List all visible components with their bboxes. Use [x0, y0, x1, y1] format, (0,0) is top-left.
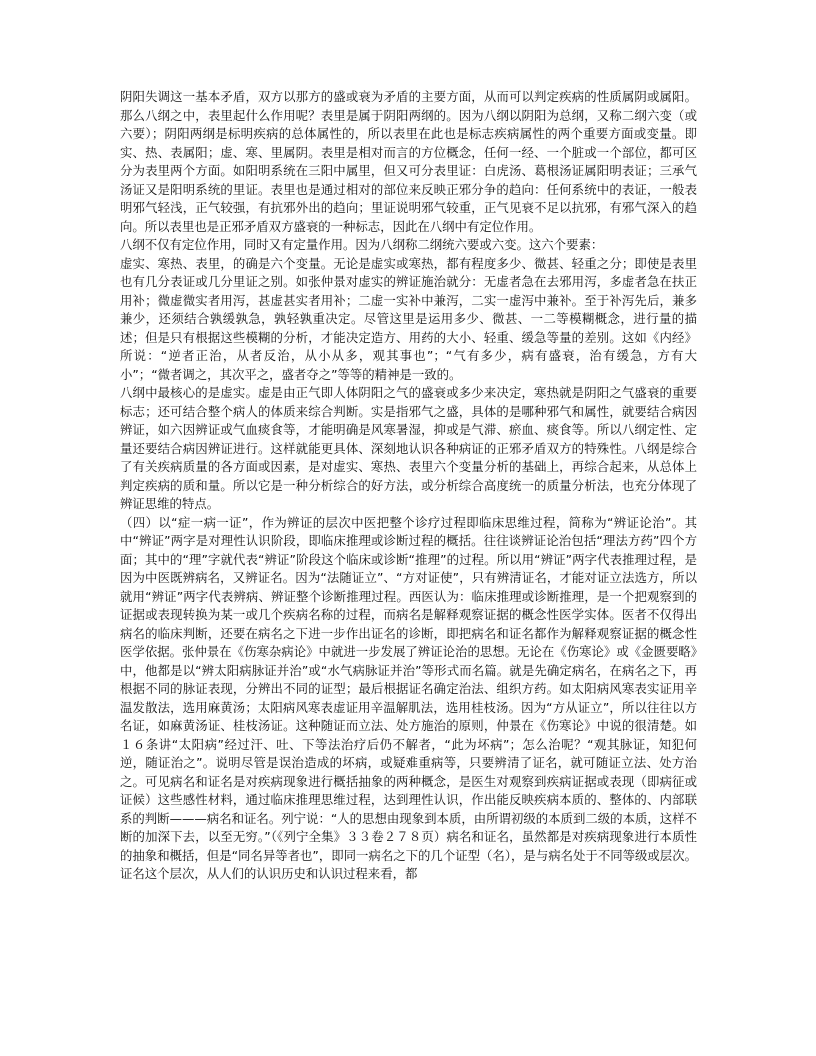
document-body — [120, 88, 697, 884]
paragraph-yin-yang-biao-li: 阴阳失调这一基本矛盾，双方以那方的盛或衰为矛盾的主要方面，从而可以判定疾病的性质属阴或属阳。那么八纲之中，表里起什么作用呢？表里是属于阴阳两纲的。因为八纲以阴阳为总纲，又称二纲六变（或六要）；阴阳两纲是标明疾病的总体属性的，所以表里在此也是标志疾病属性的两个重要方面或变量。即实、热、表属阳；虚、寒、里属阴。表里是相对而言的方位概念，任何一经、一个脏或一个部位，都可区分为表里两个方面。如阳明系统在三阳中属里，但又可分表里证：白虎汤、葛根汤证属阳明表证；三承气汤证又是阳明系统的里证。表里也是通过相对的部位来反映正邪分争的趋向：任何系统中的表证，一般表明邪气轻浅，正气较强，有抗邪外出的趋向；里证说明邪气较重，正气见衰不足以抗邪，有邪气深入的趋向。所以表里也是正邪矛盾双方盛衰的一种标志，因此在八纲中有定位作用。 — [120, 89, 697, 234]
paragraph-six-variables: 虚实、寒热、表里，的确是六个变量。无论是虚实或寒热，都有程度多少、微甚、轻重之分；即使是表里也有几分表证或几分里证之别。如张仲景对虚实的辨证施治就分：无虚者急在去邪用泻，多虚者急在扶正用补；微虚微实者用泻，甚虚甚实者用补；二虚一实补中兼泻，二实一虚泻中兼补。至于补泻先后，兼多兼少，还须结合孰缓孰急，孰轻孰重决定。尽管这里是运用多少、微甚、一二等模糊概念，进行量的描述；但是只有根据这些模糊的分析，才能决定造方、用药的大小、轻重、缓急等量的差别。这如《内经》所说：“逆者正治，从者反治，从小从多，观其事也”；“气有多少，病有盛衰，治有缓急，方有大小”；“微者调之，其次平之，盛者夺之”等等的精神是一致的。 — [120, 255, 697, 382]
paragraph-section-four-bianzheng: （四）以“症一病一证”，作为辨证的层次中医把整个诊疗过程即临床思维过程，简称为“辨证论治”。其中“辨证”两字是对理性认识阶段，即临床推理或诊断过程的概括。往往谈辨证论治包括“理法方药”四个方面；其中的“理”字就代表“辨证”阶段这个临床或诊断“推理”的过程。所以用“辨证”两字代表推理过程，是因为中医既辨病名，又辨证名。因为“法随证立”、“方对证使”，只有辨清证名，才能对证立法选方，所以就用“辨证”两字代表辨病、辨证整个诊断推理过程。西医认为：临床推理或诊断推理，是一个把观察到的证据或表现转换为某一或几个疾病名称的过程，而病名是解释观察证据的概念性医学实体。医者不仅得出病名的临床判断，还要在病名之下进一步作出证名的诊断，即把病名和证名都作为解释观察证据的概念性医学依据。张仲景在《伤寒杂病论》中就进一步发展了辨证论治的思想。无论在《伤寒论》或《金匮要略》中，他都是以“辨太阳病脉证并治”或“水气病脉证并治”等形式而名篇。就是先确定病名，在病名之下，再根据不同的脉证表现，分辨出不同的证型；最后根据证名确定治法、组织方药。如太阳病风寒表实证用辛温发散法，选用麻黄汤；太阳病风寒表虚证用辛温解肌法，选用桂枝汤。因为“方从证立”，所以往往以方名证，如麻黄汤证、桂枝汤证。这种随证而立法、处方施治的原则，仲景在《伤寒论》中说的很清楚。如１６条讲“太阳病”经过汗、吐、下等法治疗后仍不解者，“此为坏病”；怎么治呢？“观其脉证，知犯何逆，随证治之”。说明尽管是误治造成的坏病，或疑难重病等，只要辨清了证名，就可随证立法、处方治之。可见病名和证名是对疾病现象进行概括抽象的两种概念，是医生对观察到疾病证据或表现（即病征或证候）这些感性材料，通过临床推理思维过程，达到理性认识，作出能反映疾病本质的、整体的、内部联系的判断———病名和证名。列宁说：“人的思想由现象到本质，由所谓初级的本质到二级的本质，这样不断的加深下去，以至无穷。”（《列宁全集》３３卷２７８页）病名和证名，虽然都是对疾病现象进行本质性的抽象和概括，但是“同名异等者也”，即同一病名之下的几个证型（名），是与病名处于不同等级或层次。证名这个层次，从人们的认识历史和认识过程来看，都 — [120, 514, 697, 881]
paragraph-dingliang-intro: 八纲不仅有定位作用，同时又有定量作用。因为八纲称二纲统六要或六变。这六个要素： — [120, 237, 604, 252]
paragraph-xu-shi-core: 八纲中最核心的是虚实。虚是由正气即人体阴阳之气的盛衰或多少来决定，寒热就是阴阳之气盛衰的重要标志；还可结合整个病人的体质来综合判断。实是指邪气之盛，具体的是哪种邪气和属性，就要结合病因辨证，如六因辨证或气血痰食等，才能明确是风寒暑湿，抑或是气滞、瘀血、痰食等。所以八纲定性、定量还要结合病因辨证进行。这样就能更具体、深刻地认识各种病证的正邪矛盾双方的特殊性。八纲是综合了有关疾病质量的各方面或因素，是对虚实、寒热、表里六个变量分析的基础上，再综合起来，从总体上判定疾病的质和量。所以它是一种分析综合的好方法，或分析综合高度统一的质量分析法，也充分体现了辨证思维的特点。 — [120, 385, 697, 511]
